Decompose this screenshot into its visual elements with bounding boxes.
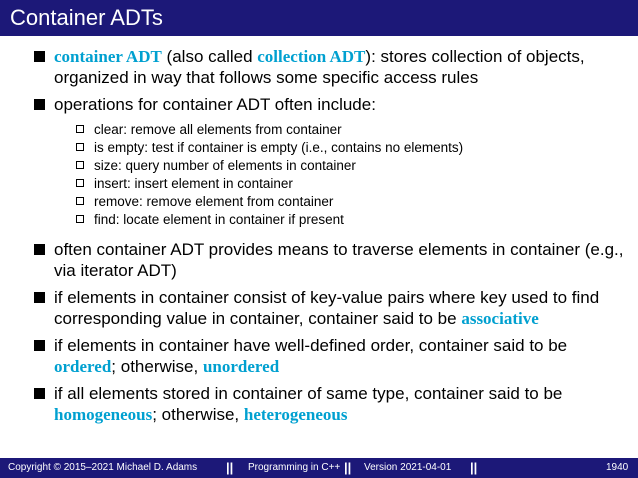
bullet-item xyxy=(0,94,638,115)
sub-item-text: find: locate element in container if present xyxy=(94,212,344,227)
hollow-square-bullet-icon xyxy=(76,215,84,223)
footer-page-number: 1940 xyxy=(606,462,629,473)
bullet-text: ; otherwise, xyxy=(111,357,203,376)
sub-item-text: is empty: test if container is empty (i.e., contains no elements) xyxy=(94,140,464,155)
sub-item xyxy=(0,175,638,193)
bullet-text: if elements in container consist of key-value pairs where key used to find corresponding value in container, container said to be xyxy=(54,288,600,328)
sub-item-text: clear: remove all elements from container xyxy=(94,122,342,137)
bullet-text: (also called xyxy=(161,47,258,66)
footer-copyright: Copyright © 2015–2021 Michael D. Adams xyxy=(8,462,198,473)
sub-item-text: size: query number of elements in container xyxy=(94,158,356,173)
hollow-square-bullet-icon xyxy=(76,161,84,169)
operations-list xyxy=(0,121,638,229)
footer-bar xyxy=(0,458,638,478)
sub-item xyxy=(0,139,638,157)
term-container-adt: container ADT xyxy=(54,47,162,66)
square-bullet-icon xyxy=(34,99,45,110)
square-bullet-icon xyxy=(34,51,45,62)
footer-separator: || xyxy=(344,460,352,475)
bullet-item xyxy=(0,239,638,281)
bullet-text: ): stores collection of objects, organized in way that follows some specific access rules xyxy=(54,47,585,87)
term-associative: associative xyxy=(461,309,539,328)
sub-item-text: remove: remove element from container xyxy=(94,194,334,209)
term-ordered: ordered xyxy=(54,357,112,376)
footer-separator: || xyxy=(226,460,234,475)
hollow-square-bullet-icon xyxy=(76,197,84,205)
term-collection-adt: collection ADT xyxy=(257,47,366,66)
sub-item xyxy=(0,157,638,175)
footer-course: Programming in C++ xyxy=(248,462,341,473)
sub-item xyxy=(0,211,638,229)
bullet-text: if elements in container have well-defined order, container said to be xyxy=(54,336,568,355)
bullet-item xyxy=(0,46,638,88)
sub-item xyxy=(0,193,638,211)
bullet-text: often container ADT provides means to traverse elements in container (e.g., via iterator ADT) xyxy=(54,240,624,280)
bullet-text: if all elements stored in container of same type, container said to be xyxy=(54,384,563,403)
term-heterogeneous: heterogeneous xyxy=(243,405,348,424)
footer-separator: || xyxy=(470,460,478,475)
slide-title: Container ADTs xyxy=(10,5,163,30)
square-bullet-icon xyxy=(34,388,45,399)
term-homogeneous: homogeneous xyxy=(54,405,153,424)
footer-version: Version 2021-04-01 xyxy=(364,462,452,473)
square-bullet-icon xyxy=(34,244,45,255)
hollow-square-bullet-icon xyxy=(76,179,84,187)
hollow-square-bullet-icon xyxy=(76,143,84,151)
sub-item-text: insert: insert element in container xyxy=(94,176,293,191)
slide-content xyxy=(0,46,638,431)
square-bullet-icon xyxy=(34,340,45,351)
bullet-item xyxy=(0,383,638,425)
title-bar xyxy=(0,0,638,36)
bullet-text: ; otherwise, xyxy=(152,405,244,424)
bullet-text: operations for container ADT often include: xyxy=(54,95,376,114)
square-bullet-icon xyxy=(34,292,45,303)
sub-item xyxy=(0,121,638,139)
hollow-square-bullet-icon xyxy=(76,125,84,133)
bullet-item xyxy=(0,287,638,329)
bullet-item xyxy=(0,335,638,377)
term-unordered: unordered xyxy=(202,357,280,376)
